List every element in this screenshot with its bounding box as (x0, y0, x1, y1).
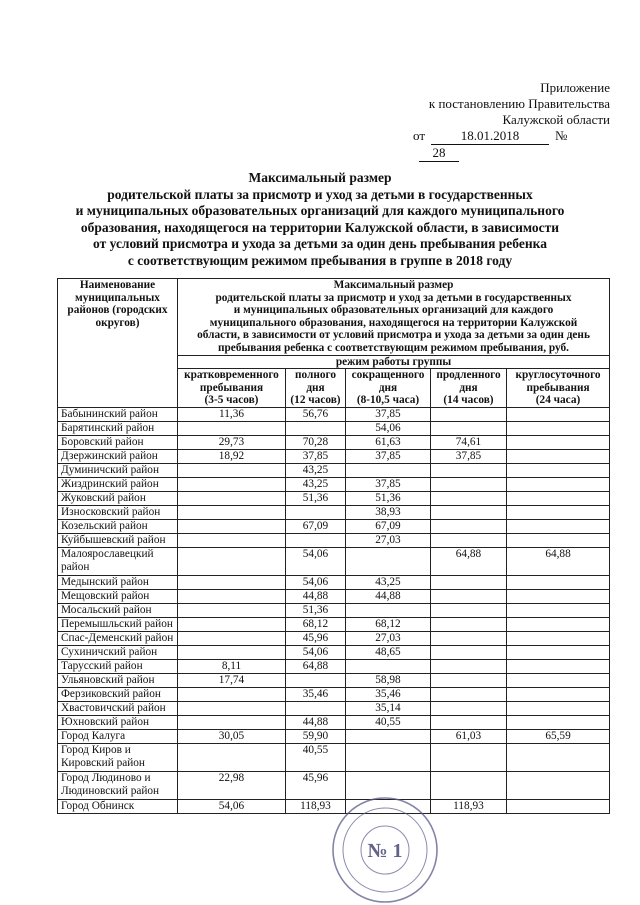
fee-cell (431, 645, 507, 659)
from-label: от (413, 128, 426, 143)
fee-cell: 35,46 (346, 687, 431, 701)
fee-cell (507, 715, 610, 729)
fee-cell: 51,36 (286, 491, 346, 505)
district-name: Мещовский район (58, 589, 178, 603)
district-name: Боровский район (58, 435, 178, 449)
column-header-reduced-day: сокращенного дня (8-10,5 часа) (346, 369, 431, 408)
fee-cell: 64,88 (286, 659, 346, 673)
fee-cell (507, 505, 610, 519)
table-row (58, 463, 610, 477)
table-row (58, 547, 610, 575)
fee-cell: 70,28 (286, 435, 346, 449)
fee-cell (431, 463, 507, 477)
fee-cell (431, 659, 507, 673)
fee-cell (507, 687, 610, 701)
fee-cell: 65,59 (507, 729, 610, 743)
fee-cell: 51,36 (346, 491, 431, 505)
table-row (58, 673, 610, 687)
fee-cell: 59,90 (286, 729, 346, 743)
district-name: Мосальский район (58, 603, 178, 617)
fee-cell: 48,65 (346, 645, 431, 659)
fee-cell: 35,14 (346, 701, 431, 715)
fee-cell (507, 519, 610, 533)
fee-cell (507, 603, 610, 617)
fee-cell (507, 659, 610, 673)
fee-cell (431, 421, 507, 435)
fee-cell (507, 589, 610, 603)
fee-cell: 118,93 (431, 799, 507, 813)
column-header-main: Максимальный размер родительской платы за присмотр и уход за детьми в государственных и муниципальных образовательных организаций для каждого муниципального образования, находящегося на территории Калужской области, в зависимости от условий присмотра и ухода за детьми за один день пребывания ребенка с соответствующим режимом пребывания, руб. (178, 279, 610, 356)
fee-cell (507, 421, 610, 435)
fee-cell: 11,36 (178, 407, 286, 421)
district-name: Город Людиново и Людиновский район (58, 771, 178, 799)
district-name: Юхновский район (58, 715, 178, 729)
fee-cell: 64,88 (431, 547, 507, 575)
fee-cell (346, 659, 431, 673)
fee-cell: 56,76 (286, 407, 346, 421)
fee-cell (178, 491, 286, 505)
table-row (58, 407, 610, 421)
appendix-block (395, 80, 610, 162)
table-row (58, 617, 610, 631)
fee-cell (507, 575, 610, 589)
fee-cell (507, 477, 610, 491)
fee-cell: 22,98 (178, 771, 286, 799)
fee-cell (178, 603, 286, 617)
district-name: Куйбышевский район (58, 533, 178, 547)
district-name: Износковский район (58, 505, 178, 519)
fee-cell: 67,09 (286, 519, 346, 533)
district-name: Барятинский район (58, 421, 178, 435)
fee-cell: 54,06 (286, 575, 346, 589)
fee-cell (286, 533, 346, 547)
district-name: Хвастовичский район (58, 701, 178, 715)
fee-cell: 51,36 (286, 603, 346, 617)
fee-cell: 118,93 (286, 799, 346, 813)
table-row (58, 603, 610, 617)
fee-cell: 61,63 (346, 435, 431, 449)
fee-cell (431, 603, 507, 617)
district-name: Медынский район (58, 575, 178, 589)
fee-cell: 40,55 (286, 743, 346, 771)
fee-cell (346, 743, 431, 771)
title-line: от условий присмотра и ухода за детьми за один день пребывания ребенка (93, 236, 547, 251)
column-header-round-the-clock: круглосуточного пребывания (24 часа) (507, 369, 610, 408)
fee-cell (346, 547, 431, 575)
appendix-line-2: к постановлению Правительства (428, 96, 610, 111)
table-row (58, 715, 610, 729)
fee-cell (178, 519, 286, 533)
fee-cell: 37,85 (286, 449, 346, 463)
fee-cell (507, 449, 610, 463)
fee-cell (507, 491, 610, 505)
fee-cell (431, 701, 507, 715)
column-header-extended-day: продленного дня (14 часов) (431, 369, 507, 408)
district-name: Ферзиковский район (58, 687, 178, 701)
fee-cell: 45,96 (286, 631, 346, 645)
table-row (58, 421, 610, 435)
fee-cell (286, 701, 346, 715)
district-name: Тарусский район (58, 659, 178, 673)
fee-cell: 54,06 (286, 645, 346, 659)
fee-cell (431, 575, 507, 589)
fee-cell (431, 505, 507, 519)
appendix-number: 28 (419, 145, 459, 162)
fee-cell (178, 715, 286, 729)
fee-cell: 54,06 (178, 799, 286, 813)
table-row (58, 533, 610, 547)
fee-cell (178, 463, 286, 477)
document-title (60, 170, 580, 269)
appendix-date: 18.01.2018 (431, 128, 549, 145)
fee-cell (507, 645, 610, 659)
table-body (58, 407, 610, 813)
fee-cell (431, 407, 507, 421)
fee-cell (178, 547, 286, 575)
district-name: Думиничский район (58, 463, 178, 477)
column-header-name: Наименование муниципальных районов (городских округов) (58, 279, 178, 408)
table-row (58, 449, 610, 463)
column-header-mode: режим работы группы (178, 355, 610, 369)
district-name: Козельский район (58, 519, 178, 533)
table-row (58, 519, 610, 533)
fee-cell (431, 617, 507, 631)
table-row (58, 645, 610, 659)
table-row (58, 687, 610, 701)
fee-cell: 61,03 (431, 729, 507, 743)
table-row (58, 589, 610, 603)
district-name: Город Обнинск (58, 799, 178, 813)
column-header-short-stay: кратковременного пребывания (3-5 часов) (178, 369, 286, 408)
appendix-line-3: Калужской области (502, 112, 610, 127)
official-seal-stamp (330, 795, 440, 905)
table-row (58, 491, 610, 505)
fee-cell: 27,03 (346, 631, 431, 645)
fee-cell (286, 505, 346, 519)
fee-cell: 43,25 (286, 463, 346, 477)
fee-cell (507, 631, 610, 645)
fee-cell: 29,73 (178, 435, 286, 449)
fee-cell (178, 477, 286, 491)
district-name: Дзержинский район (58, 449, 178, 463)
fee-cell: 37,85 (346, 407, 431, 421)
fee-cell (178, 645, 286, 659)
fee-cell (178, 505, 286, 519)
district-name: Перемышльский район (58, 617, 178, 631)
fee-cell: 17,74 (178, 673, 286, 687)
fee-cell (507, 407, 610, 421)
fee-cell (507, 771, 610, 799)
table-row (58, 729, 610, 743)
district-name: Бабынинский район (58, 407, 178, 421)
district-name: Ульяновский район (58, 673, 178, 687)
district-name: Жиздринский район (58, 477, 178, 491)
fee-cell: 18,92 (178, 449, 286, 463)
fee-cell: 30,05 (178, 729, 286, 743)
district-name: Жуковский район (58, 491, 178, 505)
fee-cell: 8,11 (178, 659, 286, 673)
fee-cell (346, 463, 431, 477)
fee-cell (507, 799, 610, 813)
title-line: Максимальный размер (248, 170, 392, 185)
fee-cell (178, 701, 286, 715)
fee-cell (431, 771, 507, 799)
fee-cell (178, 631, 286, 645)
title-line: образования, находящегося на территории Калужской области, в зависимости (80, 219, 560, 235)
fee-cell (178, 687, 286, 701)
fee-cell: 37,85 (346, 477, 431, 491)
fee-cell (507, 463, 610, 477)
fee-cell: 67,09 (346, 519, 431, 533)
fee-cell (431, 743, 507, 771)
fee-cell (431, 631, 507, 645)
fee-cell: 74,61 (431, 435, 507, 449)
fee-cell (178, 533, 286, 547)
fee-cell (431, 533, 507, 547)
fees-table (57, 278, 610, 814)
district-name: Спас-Деменский район (58, 631, 178, 645)
title-line: и муниципальных образовательных организаций для каждого муниципального (75, 203, 565, 218)
district-name: Малоярославецкий район (58, 547, 178, 575)
fee-cell: 43,25 (286, 477, 346, 491)
fee-cell (431, 673, 507, 687)
table-row (58, 435, 610, 449)
fee-cell: 64,88 (507, 547, 610, 575)
fee-cell: 27,03 (346, 533, 431, 547)
seal-number: № 1 (367, 840, 403, 862)
fee-cell (178, 421, 286, 435)
table-row (58, 477, 610, 491)
table-row (58, 505, 610, 519)
table-row (58, 659, 610, 673)
fee-cell (507, 533, 610, 547)
fee-cell (178, 589, 286, 603)
fee-cell (507, 743, 610, 771)
appendix-line-1: Приложение (540, 80, 610, 95)
fee-cell (178, 617, 286, 631)
fee-cell (286, 673, 346, 687)
fee-cell: 37,85 (346, 449, 431, 463)
column-header-full-day: полного дня (12 часов) (286, 369, 346, 408)
appendix-line-4 (395, 128, 610, 162)
fee-cell: 68,12 (346, 617, 431, 631)
fee-cell: 45,96 (286, 771, 346, 799)
table-row (58, 701, 610, 715)
title-line: с соответствующим режимом пребывания в группе в 2018 году (127, 252, 513, 268)
table-row (58, 743, 610, 771)
fee-cell: 40,55 (346, 715, 431, 729)
fee-cell (507, 673, 610, 687)
table-row (58, 631, 610, 645)
fee-cell (178, 743, 286, 771)
title-line: родительской платы за присмотр и уход за детьми в государственных (107, 186, 533, 202)
fee-cell (431, 715, 507, 729)
fee-cell: 44,88 (286, 589, 346, 603)
fee-cell: 68,12 (286, 617, 346, 631)
fee-cell (431, 477, 507, 491)
table-row (58, 575, 610, 589)
fee-cell (286, 421, 346, 435)
fee-cell: 54,06 (346, 421, 431, 435)
fee-cell (507, 701, 610, 715)
fee-cell (431, 519, 507, 533)
fee-cell: 44,88 (286, 715, 346, 729)
fee-cell: 35,46 (286, 687, 346, 701)
number-label: № (555, 128, 568, 143)
fee-cell (346, 603, 431, 617)
fee-cell (507, 617, 610, 631)
district-name: Город Калуга (58, 729, 178, 743)
district-name: Город Киров и Кировский район (58, 743, 178, 771)
fee-cell (431, 687, 507, 701)
fee-cell (346, 729, 431, 743)
fee-cell: 43,25 (346, 575, 431, 589)
fee-cell (431, 491, 507, 505)
fee-cell: 58,98 (346, 673, 431, 687)
fee-cell: 44,88 (346, 589, 431, 603)
fee-cell (431, 589, 507, 603)
district-name: Сухиничский район (58, 645, 178, 659)
fee-cell (178, 575, 286, 589)
fee-cell: 38,93 (346, 505, 431, 519)
fee-cell: 37,85 (431, 449, 507, 463)
fee-cell (507, 435, 610, 449)
fee-cell: 54,06 (286, 547, 346, 575)
